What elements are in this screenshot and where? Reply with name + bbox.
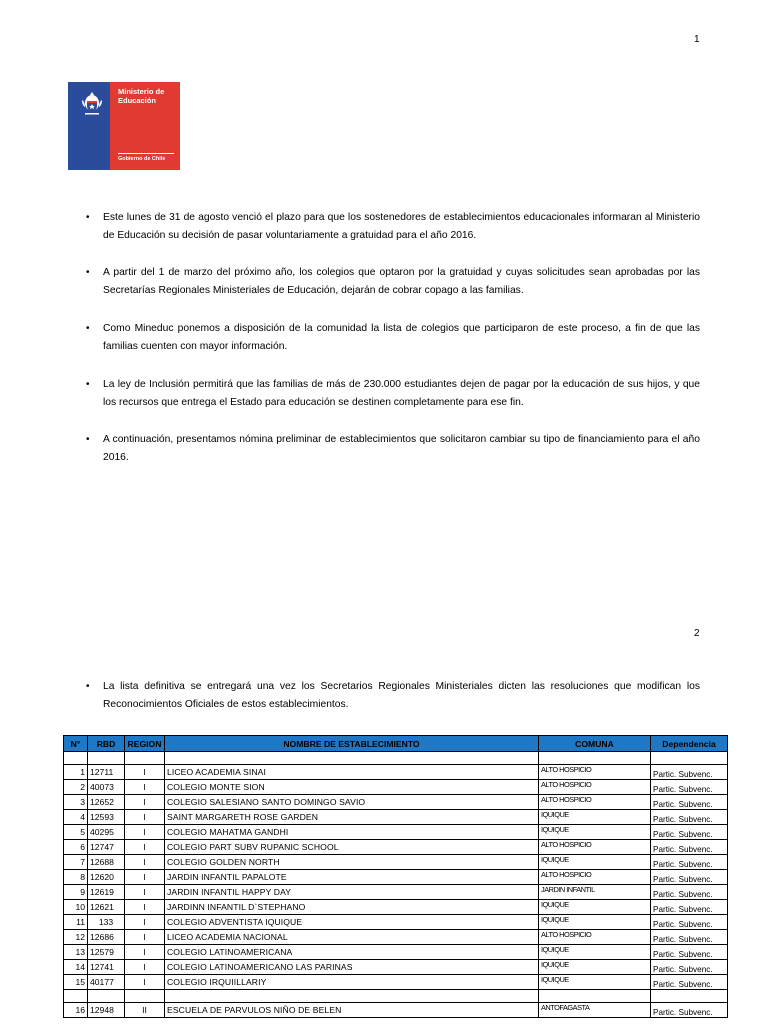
table-cell: Partic. Subvenc. <box>651 765 728 780</box>
table-row <box>64 900 728 915</box>
table-cell: 12 <box>64 930 88 945</box>
table-row <box>64 855 728 870</box>
table-cell: 12621 <box>88 900 125 915</box>
column-header: COMUNA <box>539 736 651 752</box>
table-cell <box>64 990 88 1003</box>
table-cell: 12686 <box>88 930 125 945</box>
table-cell: 12620 <box>88 870 125 885</box>
table-cell: IQUIQUE <box>539 825 651 840</box>
table-row <box>64 840 728 855</box>
table-cell: I <box>125 870 165 885</box>
column-header: NOMBRE DE ESTABLECIMIENTO <box>165 736 539 752</box>
table-cell: 6 <box>64 840 88 855</box>
table-cell <box>165 752 539 765</box>
table-cell: ALTO HOSPICIO <box>539 780 651 795</box>
table-row <box>64 945 728 960</box>
table-cell: 133 <box>88 915 125 930</box>
table-cell: LICEO ACADEMIA SINAI <box>165 765 539 780</box>
table-row <box>64 960 728 975</box>
table-cell: I <box>125 795 165 810</box>
table-cell: 13 <box>64 945 88 960</box>
table-cell: Partic. Subvenc. <box>651 870 728 885</box>
table-cell: COLEGIO MAHATMA GANDHI <box>165 825 539 840</box>
table-cell: Partic. Subvenc. <box>651 930 728 945</box>
table-row <box>64 765 728 780</box>
table-cell: ALTO HOSPICIO <box>539 765 651 780</box>
table-cell <box>651 990 728 1003</box>
table-cell: I <box>125 840 165 855</box>
table-cell: Partic. Subvenc. <box>651 945 728 960</box>
table-cell: IQUIQUE <box>539 975 651 990</box>
table-cell: 12619 <box>88 885 125 900</box>
table-cell: II <box>125 1003 165 1018</box>
table-cell: 40073 <box>88 780 125 795</box>
logo-divider <box>118 153 174 154</box>
table-cell: 40177 <box>88 975 125 990</box>
table-cell: 9 <box>64 885 88 900</box>
table-row <box>64 990 728 1003</box>
table-cell: I <box>125 855 165 870</box>
table-row <box>64 780 728 795</box>
table-cell: 11 <box>64 915 88 930</box>
logo-text: Ministerio de Educación <box>118 87 165 105</box>
table-cell: ESCUELA DE PARVULOS NIÑO DE BELEN <box>165 1003 539 1018</box>
table-cell: Partic. Subvenc. <box>651 825 728 840</box>
table-cell: 16 <box>64 1003 88 1018</box>
coat-of-arms-icon <box>77 88 107 118</box>
table-cell: COLEGIO MONTE SION <box>165 780 539 795</box>
table-row <box>64 930 728 945</box>
table-cell: COLEGIO GOLDEN NORTH <box>165 855 539 870</box>
table-cell: LICEO ACADEMIA NACIONAL <box>165 930 539 945</box>
table-cell: JARDIN INFANTIL PAPALOTE <box>165 870 539 885</box>
column-header: N° <box>64 736 88 752</box>
bullet-item: • La ley de Inclusión permitirá que las familias de más de 230.000 estudiantes dejen de pagar por la educación de sus hijos, y que los recursos que entrega el Estado para educación se destinen completamente para ese fin. <box>86 376 700 412</box>
table-header-row <box>64 736 728 752</box>
table-cell: 15 <box>64 975 88 990</box>
page-number: 2 <box>694 628 700 639</box>
table-cell: Partic. Subvenc. <box>651 1003 728 1018</box>
table-row <box>64 752 728 765</box>
table-cell <box>64 752 88 765</box>
table-cell: I <box>125 915 165 930</box>
table-cell: ANTOFAGASTA <box>539 1003 651 1018</box>
table-cell: IQUIQUE <box>539 960 651 975</box>
table-row <box>64 915 728 930</box>
table-cell: ALTO HOSPICIO <box>539 795 651 810</box>
page-number: 1 <box>694 34 700 45</box>
ministry-logo <box>68 82 180 170</box>
table-cell <box>88 752 125 765</box>
table-cell: IQUIQUE <box>539 900 651 915</box>
table-cell: ALTO HOSPICIO <box>539 930 651 945</box>
table-cell: 4 <box>64 810 88 825</box>
table-cell: I <box>125 975 165 990</box>
table-cell: COLEGIO LATINOAMERICANO LAS PARINAS <box>165 960 539 975</box>
table-cell: 40295 <box>88 825 125 840</box>
table-cell: Partic. Subvenc. <box>651 885 728 900</box>
table-cell: COLEGIO IRQUIILLARIY <box>165 975 539 990</box>
bullet-item: • Como Mineduc ponemos a disposición de la comunidad la lista de colegios que participaron de este proceso, a fin de que las familias cuenten con mayor información. <box>86 320 700 356</box>
table-row <box>64 810 728 825</box>
table-cell: 12688 <box>88 855 125 870</box>
bullet-item: • A partir del 1 de marzo del próximo año, los colegios que optaron por la gratuidad y cuyas solicitudes sean aprobadas por las Secretarías Regionales Ministeriales de Educación, dejarán de cobrar copago a las familias. <box>86 264 700 300</box>
table-cell: IQUIQUE <box>539 855 651 870</box>
table-cell: I <box>125 960 165 975</box>
table-cell <box>165 990 539 1003</box>
table-cell <box>539 990 651 1003</box>
table-cell: I <box>125 810 165 825</box>
bullet-item: • A continuación, presentamos nómina preliminar de establecimientos que solicitaron cambiar su tipo de financiamiento para el año 2016. <box>86 431 700 467</box>
table-cell: JARDIN INFANTIL HAPPY DAY <box>165 885 539 900</box>
table-cell: JARDINN INFANTIL D`STEPHANO <box>165 900 539 915</box>
table-cell: I <box>125 945 165 960</box>
table-cell: Partic. Subvenc. <box>651 840 728 855</box>
bullet-item: • Este lunes de 31 de agosto venció el plazo para que los sostenedores de establecimientos educacionales informaran al Ministerio de Educación su decisión de pasar voluntariamente a gratuidad para el año 2016. <box>86 209 700 245</box>
table-cell: Partic. Subvenc. <box>651 900 728 915</box>
table-cell: COLEGIO SALESIANO SANTO DOMINGO SAVIO <box>165 795 539 810</box>
table-cell: 1 <box>64 765 88 780</box>
table-cell: 7 <box>64 855 88 870</box>
table-cell: COLEGIO ADVENTISTA IQUIQUE <box>165 915 539 930</box>
table-cell: I <box>125 780 165 795</box>
table-cell: 10 <box>64 900 88 915</box>
table-cell <box>125 990 165 1003</box>
schools-table <box>63 735 728 1018</box>
table-cell: 12948 <box>88 1003 125 1018</box>
table-cell: 12593 <box>88 810 125 825</box>
table-row <box>64 885 728 900</box>
table-cell: ALTO HOSPICIO <box>539 870 651 885</box>
table-cell: Partic. Subvenc. <box>651 780 728 795</box>
table-cell: 8 <box>64 870 88 885</box>
table-cell: 2 <box>64 780 88 795</box>
table-cell: I <box>125 765 165 780</box>
table-cell: I <box>125 900 165 915</box>
table-row <box>64 975 728 990</box>
table-cell <box>88 990 125 1003</box>
column-header: REGION <box>125 736 165 752</box>
table-cell: SAINT MARGARETH ROSE GARDEN <box>165 810 539 825</box>
table-cell: IQUIQUE <box>539 945 651 960</box>
table-cell: 5 <box>64 825 88 840</box>
table-cell: I <box>125 885 165 900</box>
table-cell: IQUIQUE <box>539 915 651 930</box>
table-cell: COLEGIO LATINOAMERICANA <box>165 945 539 960</box>
table-cell: IQUIQUE <box>539 810 651 825</box>
column-header: Dependencia <box>651 736 728 752</box>
logo-footer-text: Gobierno de Chile <box>118 156 166 162</box>
table-cell: I <box>125 930 165 945</box>
table-cell: I <box>125 825 165 840</box>
table-cell: Partic. Subvenc. <box>651 810 728 825</box>
table-cell: 12652 <box>88 795 125 810</box>
table-cell: 12747 <box>88 840 125 855</box>
table-cell: 3 <box>64 795 88 810</box>
table-row <box>64 825 728 840</box>
table-cell: COLEGIO PART SUBV RUPANIC SCHOOL <box>165 840 539 855</box>
table-cell: Partic. Subvenc. <box>651 795 728 810</box>
table-cell <box>125 752 165 765</box>
table-cell: 12711 <box>88 765 125 780</box>
table-cell: Partic. Subvenc. <box>651 960 728 975</box>
bullet-item: • La lista definitiva se entregará una vez los Secretarios Regionales Ministeriales dicten las resoluciones que modifican los Reconocimientos Oficiales de estos establecimientos. <box>86 678 700 714</box>
table-cell: Partic. Subvenc. <box>651 975 728 990</box>
table-row <box>64 795 728 810</box>
table-cell: JARDIN INFANTIL <box>539 885 651 900</box>
table-cell <box>651 752 728 765</box>
table-cell: ALTO HOSPICIO <box>539 840 651 855</box>
table-row <box>64 1003 728 1018</box>
table-cell: Partic. Subvenc. <box>651 915 728 930</box>
table-cell <box>539 752 651 765</box>
table-row <box>64 870 728 885</box>
column-header: RBD <box>88 736 125 752</box>
table-cell: Partic. Subvenc. <box>651 855 728 870</box>
table-cell: 14 <box>64 960 88 975</box>
table-cell: 12741 <box>88 960 125 975</box>
table-cell: 12579 <box>88 945 125 960</box>
